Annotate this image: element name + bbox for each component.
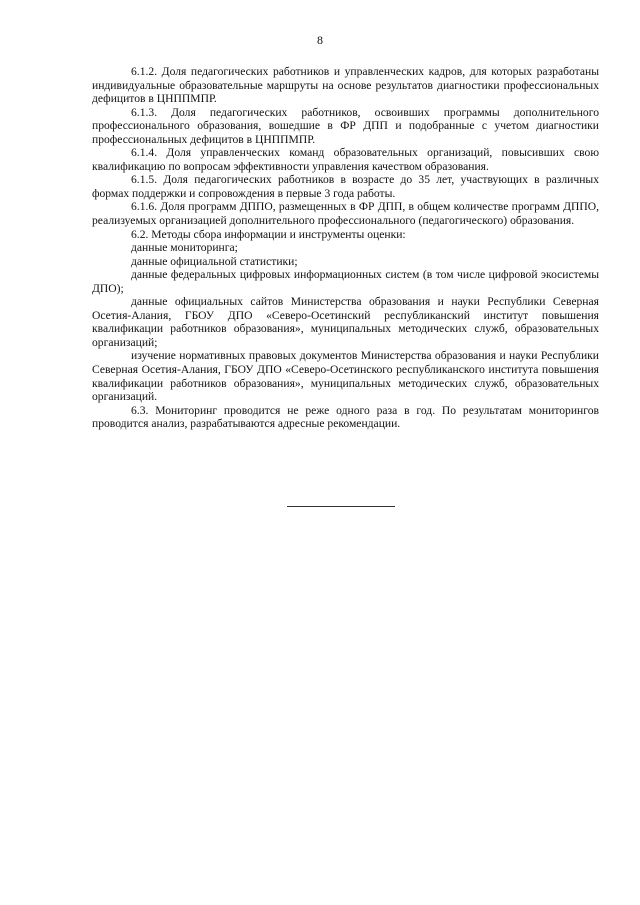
paragraph-6-1-6: 6.1.6. Доля программ ДППО, размещенных в ФР ДПП, в общем количестве программ ДППО, реализуемых организацией дополнительного профессионального (педагогического) образования. [92,200,599,228]
paragraph-6-1-3: 6.1.3. Доля педагогических работников, освоивших программы дополнительного профессионального образования, вошедшие в ФР ДПП и подобранные с учетом диагностики профессиональных дефицитов в ЦНППМПР. [92,105,599,146]
end-of-text-rule [287,506,395,507]
document-body [92,65,599,431]
paragraph-6-2-heading: 6.2. Методы сбора информации и инструменты оценки: [131,227,406,241]
list-item-monitoring-data: данные мониторинга; [131,241,238,255]
paragraph-6-1-4: 6.1.4. Доля управленческих команд образовательных организаций, повысивших свою квалификацию по вопросам эффективности управления качеством образования. [92,146,599,173]
paragraph-6-3: 6.3. Мониторинг проводится не реже одного раза в год. По результатам мониторингов проводится анализ, разрабатываются адресные рекомендации. [92,403,599,431]
list-item-normative-documents: изучение нормативных правовых документов Министерства образования и науки Республики Северная Осетия-Алания, ГБОУ ДПО «Северо-Осетинского республиканского института повышения квалификации работников образования», муниципальных методических служб, образовательных организаций. [92,349,599,404]
list-item-federal-digital-systems: данные федеральных цифровых информационных систем (в том числе цифровой экосистемы ДПО); [92,268,599,295]
list-item-official-statistics: данные официальной статистики; [131,254,298,268]
list-item-official-websites: данные официальных сайтов Министерства образования и науки Республики Северная Осетия-Алания, ГБОУ ДПО «Северо-Осетинский республиканский институт повышения квалификации работников образования», муниципальных методических служб, образовательных организаций; [92,295,599,349]
paragraph-6-1-2: 6.1.2. Доля педагогических работников и управленческих кадров, для которых разработаны индивидуальные образовательные маршруты на основе результатов диагностики профессиональных дефицитов в ЦНППМПР. [92,65,599,106]
paragraph-6-1-5: 6.1.5. Доля педагогических работников в возрасте до 35 лет, участвующих в различных формах поддержки и сопровождения в первые 3 года работы. [92,173,599,200]
page-number: 8 [317,33,323,47]
